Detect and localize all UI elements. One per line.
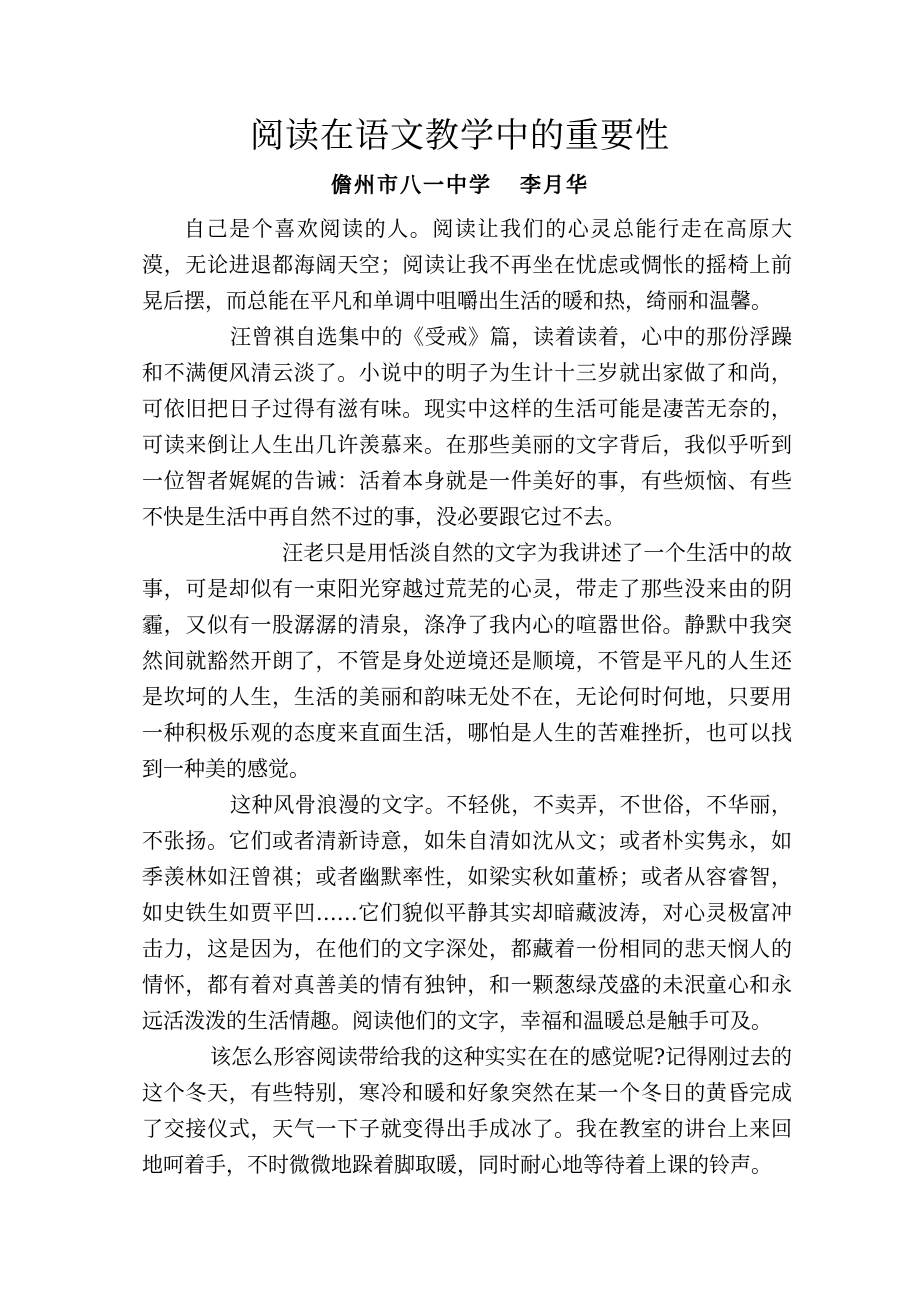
paragraph-4: 这种风骨浪漫的文字。不轻佻，不卖弄，不世俗，不华丽，不张扬。它们或者清新诗意，如朱自清如沈从文；或者朴实隽永，如季羡林如汪曾祺；或者幽默率性，如梁实秋如董桥；或者从容睿智，如史铁生如贾平凹……它们貌似平静其实却暗藏波涛，对心灵极富冲击力，这是因为，在他们的文字深处，都藏着一份相同的悲天悯人的情怀，都有着对真善美的情有独钟，和一颗葱绿茂盛的未泯童心和永远活泼泼的生活情趣。阅读他们的文字，幸福和温暖总是触手可及。: [142, 793, 792, 1033]
author-name: 李月华: [520, 172, 589, 197]
paragraph-3: 汪老只是用恬淡自然的文字为我讲述了一个生活中的故事，可是却似有一束阳光穿越过荒芜的心灵，带走了那些没来由的阴霾，又似有一股潺潺的清泉，涤净了我内心的喧嚣世俗。静默中我突然间就豁然开朗了，不管是身处逆境还是顺境，不管是平凡的人生还是坎坷的人生，生活的美丽和韵味无处不在，无论何时何地，只要用一种积极乐观的态度来直面生活，哪怕是人生的苦难挫折，也可以找到一种美的感觉。: [142, 541, 792, 781]
page-title: 阅读在语文教学中的重要性: [250, 116, 670, 156]
paragraph-5: 该怎么形容阅读带给我的这种实实在在的感觉呢?记得刚过去的这个冬天，有些特别，寒冷和暖和好象突然在某一个冬日的黄昏完成了交接仪式，天气一下子就变得出手成冰了。我在教室的讲台上来回地呵着手，不时微微地跺着脚取暖，同时耐心地等待着上课的铃声。: [142, 1045, 792, 1177]
author-byline: [0, 167, 920, 203]
article-body: [142, 211, 792, 1183]
author-school: 儋州市八一中学: [331, 172, 492, 197]
paragraph-2: 汪曾祺自选集中的《受戒》篇，读着读着，心中的那份浮躁和不满便风清云淡了。小说中的明子为生计十三岁就出家做了和尚，可依旧把日子过得有滋有味。现实中这样的生活可能是凄苦无奈的，可读来倒让人生出几许羡慕来。在那些美丽的文字背后，我似乎听到一位智者娓娓的告诫：活着本身就是一件美好的事，有些烦恼、有些不快是生活中再自然不过的事，没必要跟它过不去。: [142, 325, 792, 529]
paragraph-1: 自己是个喜欢阅读的人。阅读让我们的心灵总能行走在高原大漠，无论进退都海阔天空；阅读让我不再坐在忧虑或惆怅的摇椅上前晃后摆，而总能在平凡和单调中咀嚼出生活的暖和热，绮丽和温馨。: [142, 217, 792, 313]
